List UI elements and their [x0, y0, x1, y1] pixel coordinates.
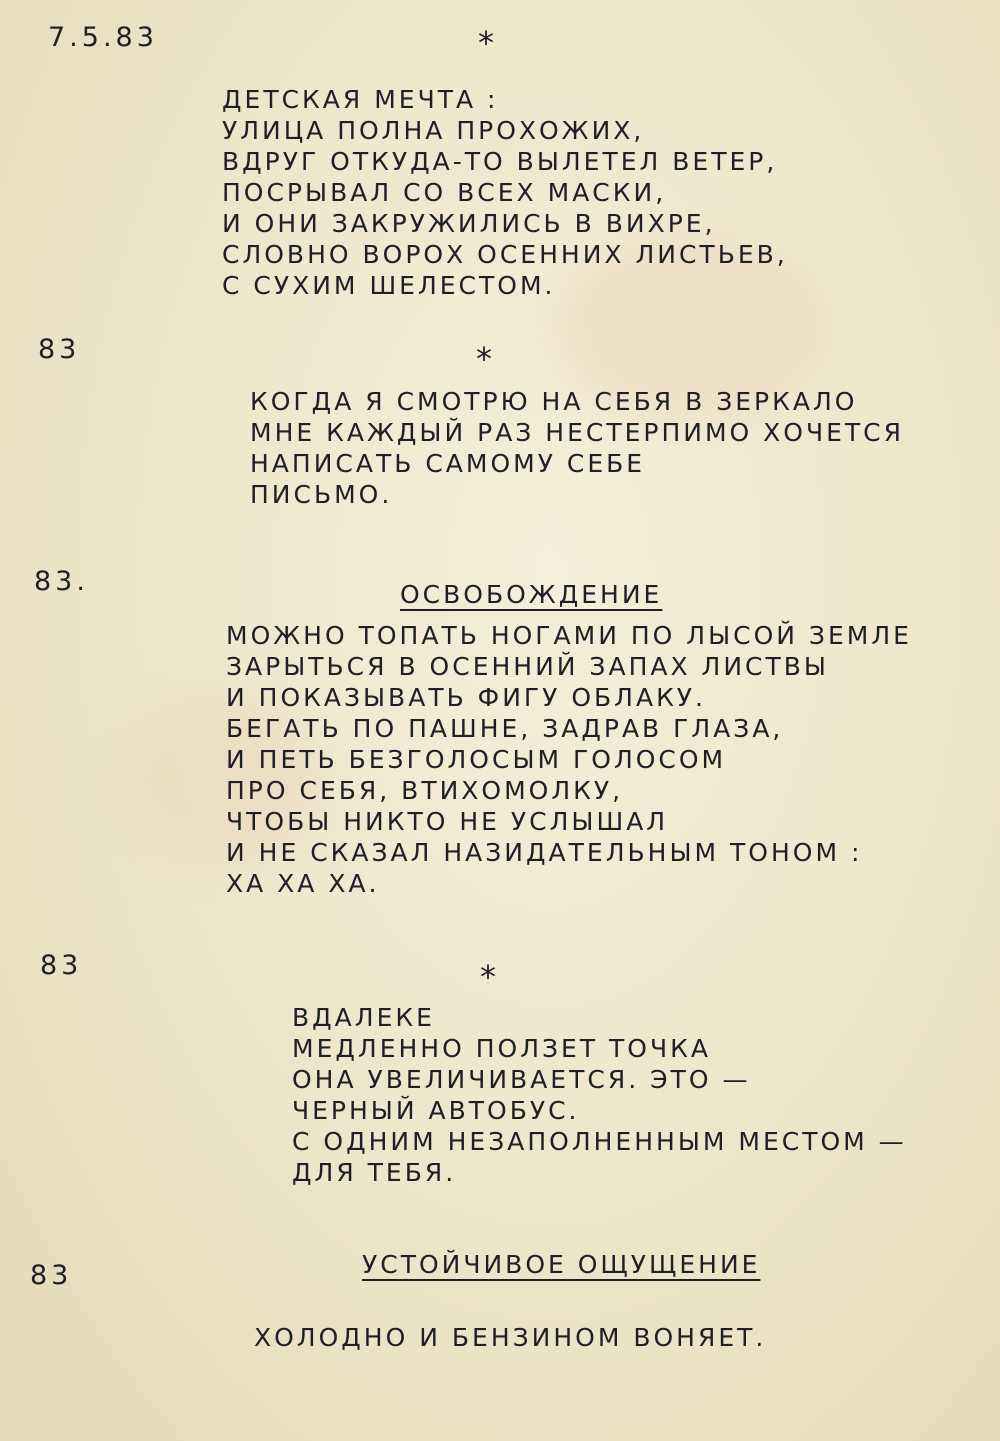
- poem-line: И ПОКАЗЫВАТЬ ФИГУ ОБЛАКУ.: [226, 683, 706, 712]
- entry-date: 83: [40, 950, 83, 981]
- poem-line: ДЛЯ ТЕБЯ.: [292, 1158, 457, 1187]
- poem-line: И ПЕТЬ БЕЗГОЛОСЫМ ГОЛОСОМ: [226, 745, 727, 774]
- poem-line: ВДРУГ ОТКУДА-ТО ВЫЛЕТЕЛ ВЕТЕР,: [222, 147, 778, 176]
- poem-line: БЕГАТЬ ПО ПАШНЕ, ЗАДРАВ ГЛАЗА,: [226, 714, 784, 743]
- poem-line: ПИСЬМО.: [250, 480, 393, 509]
- poem-title: УСТОЙЧИВОЕ ОЩУЩЕНИЕ: [362, 1250, 761, 1279]
- poem-line: ЧТОБЫ НИКТО НЕ УСЛЫШАЛ: [226, 807, 669, 836]
- poem-line: ЗАРЫТЬСЯ В ОСЕННИЙ ЗАПАХ ЛИСТВЫ: [226, 652, 829, 681]
- poem-line: ХА ХА ХА.: [226, 869, 380, 898]
- poem-line: ХОЛОДНО И БЕНЗИНОМ ВОНЯЕТ.: [254, 1323, 767, 1352]
- poem-line: НАПИСАТЬ САМОМУ СЕБЕ: [250, 449, 646, 478]
- poem-line: ЧЕРНЫЙ АВТОБУС.: [292, 1096, 580, 1125]
- poem-line: ВДАЛЕКЕ: [292, 1003, 435, 1032]
- poem-text: [292, 1002, 907, 1188]
- poem-text: [222, 84, 788, 301]
- poem-line: ПОСРЫВАЛ СО ВСЕХ МАСКИ,: [222, 178, 667, 207]
- poem-text: [226, 620, 912, 899]
- poem-line: СЛОВНО ВОРОХ ОСЕННИХ ЛИСТЬЕВ,: [222, 240, 788, 269]
- poem-line: ДЕТСКАЯ МЕЧТА :: [222, 85, 499, 114]
- poem-line: И ОНИ ЗАКРУЖИЛИСЬ В ВИХРЕ,: [222, 209, 716, 238]
- poem-title: ОСВОБОЖДЕНИЕ: [400, 580, 663, 609]
- entry-asterisk: *: [478, 24, 494, 62]
- poem-line: УЛИЦА ПОЛНА ПРОХОЖИХ,: [222, 116, 645, 145]
- entry-asterisk: *: [476, 340, 492, 378]
- entry-asterisk: *: [480, 958, 496, 996]
- poem-line: С СУХИМ ШЕЛЕСТОМ.: [222, 271, 556, 300]
- poem-text: [250, 386, 904, 510]
- poem-line: С ОДНИМ НЕЗАПОЛНЕННЫМ МЕСТОМ —: [292, 1127, 907, 1156]
- entry-date: 7.5.83: [48, 22, 158, 53]
- poem-text: [254, 1322, 766, 1353]
- poem-line: И НЕ СКАЗАЛ НАЗИДАТЕЛЬНЫМ ТОНОМ :: [226, 838, 863, 867]
- entry-date: 83: [38, 334, 81, 365]
- poem-line: КОГДА Я СМОТРЮ НА СЕБЯ В ЗЕРКАЛО: [250, 387, 858, 416]
- poem-line: МОЖНО ТОПАТЬ НОГАМИ ПО ЛЫСОЙ ЗЕМЛЕ: [226, 621, 912, 650]
- poem-line: МЕДЛЕННО ПОЛЗЕТ ТОЧКА: [292, 1034, 711, 1063]
- poem-line: МНЕ КАЖДЫЙ РАЗ НЕСТЕРПИМО ХОЧЕТСЯ: [250, 418, 905, 447]
- entry-date: 83: [30, 1260, 73, 1291]
- poem-line: ОНА УВЕЛИЧИВАЕТСЯ. ЭТО —: [292, 1065, 751, 1094]
- entry-date: 83.: [34, 566, 89, 597]
- poem-line: ПРО СЕБЯ, ВТИХОМОЛКУ,: [226, 776, 624, 805]
